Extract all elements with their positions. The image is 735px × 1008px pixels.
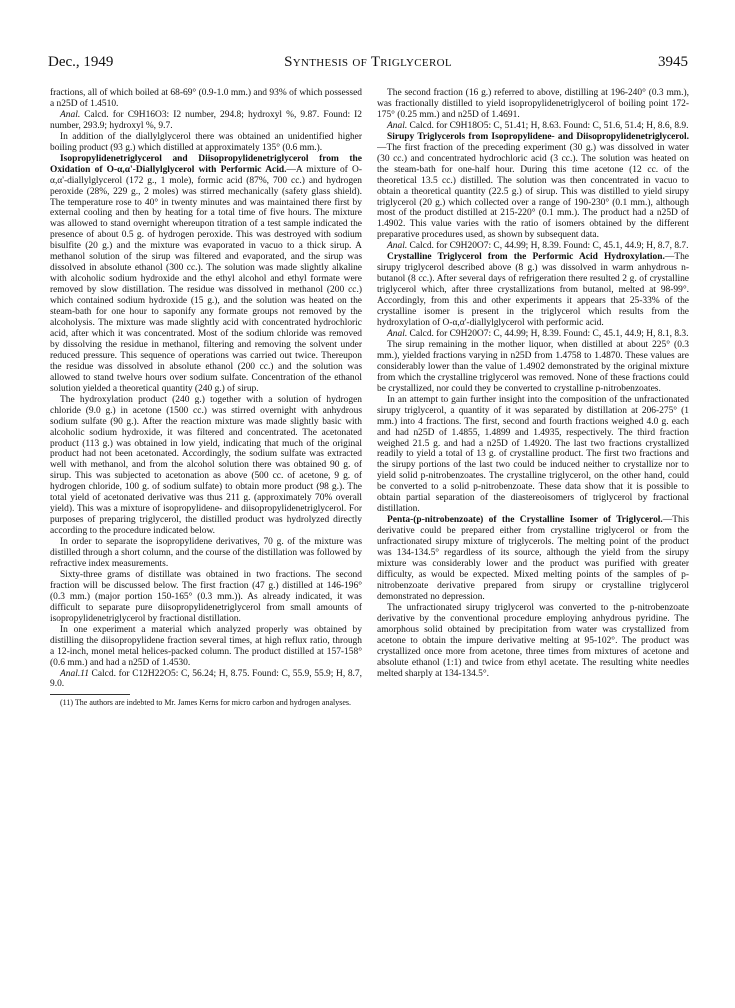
section-heading: Crystalline Triglycerol from the Performic Acid Hydroxylation. <box>387 252 665 263</box>
paragraph: In one experiment a material which analyzed properly was obtained by distilling the diisopropylidene fraction several times, at high reflux ratio, through a 12-inch, monel metal helices-packed column. The product distilled at 157-158° (0.6 mm.) and had a n25D of 1.4530. <box>50 624 362 668</box>
paragraph: In order to separate the isopropylidene derivatives, 70 g. of the mixture was distilled through a short column, and the course of the distillation was followed by refractive index measurements. <box>50 537 362 569</box>
paragraph: The sirup remaining in the mother liquor, when distilled at about 225° (0.3 mm.), yielded fractions varying in n25D from 1.4758 to 1.4870. These values are considerably lower than the value of 1.4902 demonstrated by the original mixture from which the crystalline triglycerol was removed. None of these fractions could be crystallized, nor could they be converted to crystalline p-nitrobenzoates. <box>377 339 689 394</box>
paragraph: The unfractionated sirupy triglycerol was converted to the p-nitrobenzoate derivative by the conventional procedure employing anhydrous pyridine. The amorphous solid obtained by precipitation from water was crystallized from acetone to obtain the impure derivative melting at 95-102°. The product was crystallized once more from acetone, three times from mixtures of acetone and absolute ethanol (1:1) and twice from ethyl acetate. The resulting white needles melted sharply at 134-134.5°. <box>377 602 689 679</box>
section-paragraph: Isopropylidenetriglycerol and Diisopropylidenetriglycerol from the Oxidation of O-α,α'-Diallylglycerol with Performic Acid.—A mixture of O-α,α'-diallylglycerol (172 g., 1 mole), formic acid (87%, 700 cc.) and hydrogen peroxide (28%, 229 g., 2 moles) was stirred mechanically (safety glass shield). The temperature rose to 40° in twenty minutes and was maintained there first by external cooling and then by heating for a total time of five hours. The mixture was allowed to stand overnight whereupon titration of a test sample indicated the presence of about 0.5 g. of hydrogen peroxide. This was destroyed with sodium bisulfite (20 g.) and the mixture was evaporated in vacuo to a thick sirup. A methanol solution of the sirup was filtered and evaporated, and the sirup was dissolved in absolute ethanol (300 cc.). The solution was made slightly alkaline with alcoholic sodium hydroxide and the ethyl alcohol and ethyl formate were removed by slow distillation. The residue was dissolved in methanol (200 cc.) which contained sodium hydroxide (15 g.), and the solution was heated on the steam-bath for one hour to saponify any formate groups not removed by the alcoholysis. The mixture was made slightly acid with concentrated hydrochloric acid, after which it was concentrated. Most of the sodium chloride was removed by dissolving the residue in methanol, filtering and removing the solvent under reduced pressure. This sequence of operations was carried out twice. Thereupon the residue was dissolved in absolute ethanol (200 cc.) and the solution was allowed to stand twelve hours over sodium sulfate. Concentration of the ethanol solution yielded a theoretical quantity (240 g.) of sirup. <box>50 153 362 394</box>
paragraph: In an attempt to gain further insight into the composition of the unfractionated sirupy triglycerol, a quantity of it was separated by distillation at 206-275° (1 mm.) into 4 fractions. The first, second and fourth fractions weighed 4.0 g. each and had n25D of 1.4855, 1.4899 and 1.4935, respectively. The third fraction weighed 21.5 g. and had a n25D of 1.4920. The last two fractions crystallized readily to yield a total of 13 g. of crystalline product. The first two fractions and the sirupy portions of the last two could be induced neither to crystallize nor to yield solid p-nitrobenzoates. The crystalline triglycerol, on the other hand, could be converted to a solid p-nitrobenzoate. These data show that it is possible to obtain partial separation of the diastereoisomers of triglycerol by fractional distillation. <box>377 394 689 515</box>
section-heading: Penta-(p-nitrobenzoate) of the Crystalline Isomer of Triglycerol. <box>387 515 663 526</box>
analysis-paragraph: Anal.11 Calcd. for C12H22O5: C, 56.24; H, 8.75. Found: C, 55.9, 55.9; H, 8.7, 9.0. <box>50 668 362 690</box>
paragraph: The second fraction (16 g.) referred to above, distilling at 196-240° (0.3 mm.), was fractionally distilled to yield isopropylidenetriglycerol of boiling point 172-175° (0.25 mm.) and n25D of 1.4691. <box>377 88 689 120</box>
running-header <box>48 54 688 76</box>
paragraph: Sixty-three grams of distillate was obtained in two fractions. The second fraction will be discussed below. The first fraction (47 g.) distilled at 146-196° (0.3 mm.) (major portion 150-165° (0.3 mm.)). As already indicated, it was difficult to separate pure diisopropylidenetriglycerol from small amounts of isopropylidenetriglycerol by fractional distillation. <box>50 569 362 624</box>
footnote-divider <box>50 694 130 695</box>
section-paragraph: Penta-(p-nitrobenzoate) of the Crystalline Isomer of Triglycerol.—This derivative could be prepared either from crystalline triglycerol or from the unfractionated sirupy mixture of triglycerols. The melting point of the product was 134-134.5° regardless of its source, although the yield from the sirupy mixture was considerably lower and the product was purified with greater difficulty, as would be expected. Mixed melting points of the samples of p-nitrobenzoate derivative prepared from sirupy or crystalline triglycerol demonstrated no depression. <box>377 515 689 602</box>
section-heading: Sirupy Triglycerols from Isopropylidene- and Diisopropylidenetriglycerol. <box>387 131 689 142</box>
section-paragraph: Crystalline Triglycerol from the Performic Acid Hydroxylation.—The sirupy triglycerol described above (8 g.) was dissolved in warm anhydrous n-butanol (8 cc.). After several days of refrigeration there resulted 2 g. of crystalline triglycerol which, after three crystallizations from butanol, melted at 98-99°. Accordingly, from this and other experiments it appears that 25-33% of the crystalline isomer is present in the triglycerol which results from the hydroxylation of O-α,α'-diallylglycerol with performic acid. <box>377 252 689 329</box>
header-page-number: 3945 <box>658 54 688 70</box>
right-column <box>377 88 689 968</box>
paragraph: fractions, all of which boiled at 68-69° (0.9-1.0 mm.) and 93% of which possessed a n25D of 1.4510. <box>50 88 362 109</box>
section-paragraph: Sirupy Triglycerols from Isopropylidene- and Diisopropylidenetriglycerol.—The first fraction of the preceding experiment (30 g.) was dissolved in water (30 cc.) and concentrated hydrochloric acid (3 cc.). The solution was heated on the steam-bath for one-half hour. During this time acetone (12 cc. of the theoretical 13.5 cc.) distilled. The solution was then concentrated in vacuo to obtain a theoretical quantity (22.5 g.) of sirup. This was distilled to yield sirupy triglycerol (20 g.) which collected over a range of 190-230° (0.1 mm.), although most of the product distilled at 215-220° (0.1 mm.). The product had a n25D of 1.4902. This value varies with the ratio of isomers obtained by the different preparative procedures used, as shown by subsequent data. <box>377 131 689 241</box>
left-column <box>50 88 362 968</box>
analysis-paragraph: Anal. Calcd. for C9H20O7: C, 44.99; H, 8.39. Found: C, 45.1, 44.9; H, 8.1, 8.3. <box>387 328 689 339</box>
analysis-paragraph: Anal. Calcd. for C9H20O7: C, 44.99; H, 8.39. Found: C, 45.1, 44.9; H, 8.7, 8.7. <box>387 241 689 252</box>
paragraph: In addition of the diallylglycerol there was obtained an unidentified higher boiling product (93 g.) which distilled at approximately 135° (0.6 mm.). <box>50 131 362 153</box>
analysis-paragraph: Anal. Calcd. for C9H16O3: I2 number, 294.8; hydroxyl %, 9.87. Found: I2 number, 293.9; hydroxyl %, 9.7. <box>50 109 362 131</box>
footnote: (11) The authors are indebted to Mr. James Kerns for micro carbon and hydrogen analyses. <box>60 698 352 708</box>
section-heading: Isopropylidenetriglycerol and Diisopropylidenetriglycerol from the Oxidation of O-α,α'-Diallylglycerol with Performic Acid. <box>50 153 362 175</box>
paragraph: The hydroxylation product (240 g.) together with a solution of hydrogen chloride (9.0 g.) in acetone (1500 cc.) was stirred overnight with anhydrous sodium sulfate (90 g.). After the reaction mixture was made slightly basic with alcoholic sodium hydroxide, it was filtered and concentrated. The acetonated product (113 g.) was obtained in low yield, indicating that much of the original product had not been acetonated. Accordingly, the sodium sulfate was extracted well with methanol, and from the alcohol solution there was obtained 90 g. of sirup. This was subjected to acetonation as above (500 cc. of acetone, 9 g. of hydrogen chloride, 100 g. of sodium sulfate) to obtain more product (98 g.). The total yield of acetonated derivative was thus 211 g. (approximately 70% overall yield). This was a mixture of isopropylidene- and diisopropylidenetriglycerol. For purposes of preparing triglycerol, the distilled product was hydrolyzed directly according to the procedure indicated below. <box>50 394 362 537</box>
header-date: Dec., 1949 <box>48 54 114 70</box>
header-title: Synthesis of Triglycerol <box>284 54 452 70</box>
analysis-paragraph: Anal. Calcd. for C9H18O5: C, 51.41; H, 8.63. Found: C, 51.6, 51.4; H, 8.6, 8.9. <box>387 120 689 131</box>
